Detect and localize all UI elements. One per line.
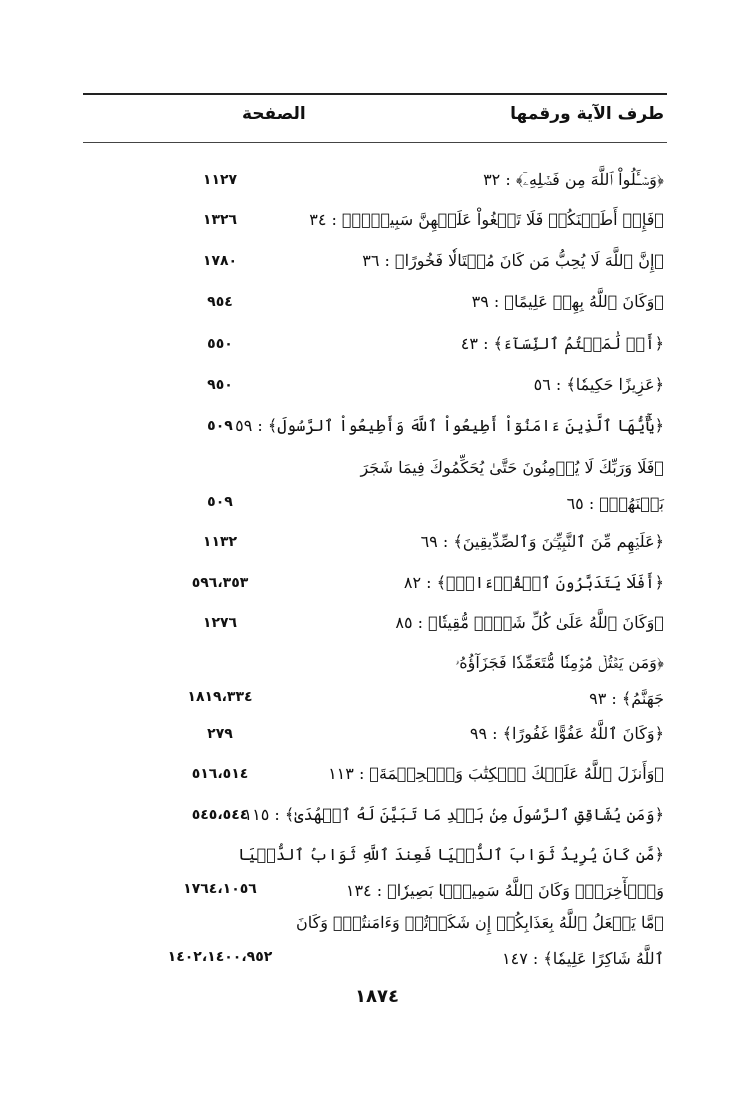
page-ref: ٥٠٩ [207,418,233,434]
verse-entry [324,450,664,522]
verse-line: ﴿فَلَا وَرَبِّكَ لَا يُؤۡمِنُونَ حَتَّىٰ يُحَكِّمُوكَ فِيمَا شَجَرَ [360,458,664,477]
verse-entry [324,367,664,403]
verse-column-header: طرف الآية ورقمها [510,104,664,124]
page-ref: ٩٥٠ [207,377,233,393]
verse-entry [324,565,664,601]
verse-entry [324,605,664,641]
verse-line: ﴿وَكَانَ ٱللَّهُ عَفُوًّا غَفُورًا﴾ : ٩٩ [469,724,664,743]
page-ref: ١٤٠٢،١٤٠٠،٩٥٢ [167,949,273,965]
page-ref: ١٣٢٦ [202,212,238,228]
verse-line: ﴿وَسۡـَٔلُواْ ٱللَّهَ مِن فَضۡلِهِۦٓ﴾ : ٣٢ [483,170,664,189]
verse-line: ﴿وَمَن يُشَاقِقِ ٱلرَّسُولَ مِنۢ بَعۡدِ مَا تَبَيَّنَ لَهُ ٱلۡهُدَىٰ﴾ : ١١٥ [243,805,664,824]
verse-line: ﴿مَّن كَانَ يُرِيدُ ثَوَابَ ٱلدُّنۡيَا فَعِندَ ٱللَّهِ ثَوَابُ ٱلدُّنۡيَا [238,845,664,864]
page-ref: ١٧٦٤،١٠٥٦ [183,881,257,897]
verse-line-continued: جَهَنَّمُ﴾ : ٩٣ [589,689,664,708]
page-ref: ١٧٨٠ [202,253,238,269]
verse-entry [235,408,664,444]
verse-entry [324,524,664,560]
page-number: ١٨٧٤ [355,986,399,1007]
page-ref: ٥١٦،٥١٤ [191,766,249,782]
verse-entry [309,202,664,238]
verse-entry [296,905,664,977]
verse-line: ﴿أَفَلَا يَتَدَبَّرُونَ ٱلۡقُرۡءَانَۚ﴾ : ٨٢ [403,573,664,592]
verse-line: ﴿عَزِيزًا حَكِيمٗا﴾ : ٥٦ [533,375,664,394]
verse-line: ﴿وَكَانَ ٱللَّهُ بِهِمۡ عَلِيمًا﴾ : ٣٩ [471,292,664,311]
verse-line: ﴿وَكَانَ ٱللَّهُ عَلَىٰ كُلِّ شَيۡءٖ مُّقِيتٗا﴾ : ٨٥ [395,613,664,632]
page-ref: ١١٢٧ [202,172,238,188]
verse-entry [324,645,664,717]
verse-line-continued: ٱللَّهُ شَاكِرًا عَلِيمٗا﴾ : ١٤٧ [502,949,664,968]
verse-line: ﴿يَٰٓأَيُّهَا ٱلَّذِينَ ءَامَنُوٓاْ أَطِيعُواْ ٱللَّهَ وَأَطِيعُواْ ٱلرَّسُولَ﴾ : ٥٩ [235,416,664,435]
page-ref: ١٢٧٦ [202,615,238,631]
page-ref: ٢٧٩ [207,726,233,742]
verse-line-continued: بَيۡنَهُمۡ﴾ : ٦٥ [566,494,664,513]
page-ref: ١١٣٢ [202,534,238,550]
verse-entry [324,756,664,792]
verse-line: ﴿وَأَنزَلَ ٱللَّهُ عَلَيۡكَ ٱلۡكِتَٰبَ وَٱلۡحِكۡمَةَ﴾ : ١١٣ [328,764,664,783]
page-ref: ٥٩٦،٣٥٣ [191,575,249,591]
verse-entry [324,284,664,320]
page-column-header: الصفحة [242,104,306,124]
verse-entry [238,837,664,909]
verse-line: ﴿عَلَيۡهِم مِّنَ ٱلنَّبِيِّـۧنَ وَٱلصِّدِّيقِينَ﴾ : ٦٩ [420,532,664,551]
verse-entry [324,716,664,752]
page-ref: ٩٥٤ [207,294,233,310]
page-ref: ٥٤٥،٥٤٤ [191,807,249,823]
page-ref: ١٨١٩،٣٣٤ [187,689,253,705]
verse-entry [324,243,664,279]
verse-entry [243,797,664,833]
verse-line: ﴿أَوۡ لَٰمَسۡتُمُ ٱلنِّسَآءَ﴾ : ٤٣ [460,334,664,353]
page-ref: ٥٠٩ [207,494,233,510]
verse-entry [324,326,664,362]
verse-line-continued: وَٱلۡأٓخِرَةِۚ وَكَانَ ٱللَّهُ سَمِيعَۢا بَصِيرٗا﴾ : ١٣٤ [345,881,664,900]
verse-line: ﴿مَّا يَفۡعَلُ ٱللَّهُ بِعَذَابِكُمۡ إِن شَكَرۡتُمۡ وَءَامَنتُمۡۚ وَكَانَ [296,913,664,932]
verse-line: ﴿وَمَن يَقۡتُلۡ مُؤۡمِنٗا مُّتَعَمِّدٗا فَجَزَآؤُهُۥ [455,653,664,672]
verse-line: ﴿إِنَّ ٱللَّهَ لَا يُحِبُّ مَن كَانَ مُخۡتَالٗا فَخُورًا﴾ : ٣٦ [362,251,664,270]
page-ref: ٥٥٠ [207,336,233,352]
verse-line: ﴿فَإِنۡ أَطَعۡنَكُمۡ فَلَا تَبۡغُواْ عَلَيۡهِنَّ سَبِيلًاۗ﴾ : ٣٤ [309,210,664,229]
verse-entry [324,162,664,198]
